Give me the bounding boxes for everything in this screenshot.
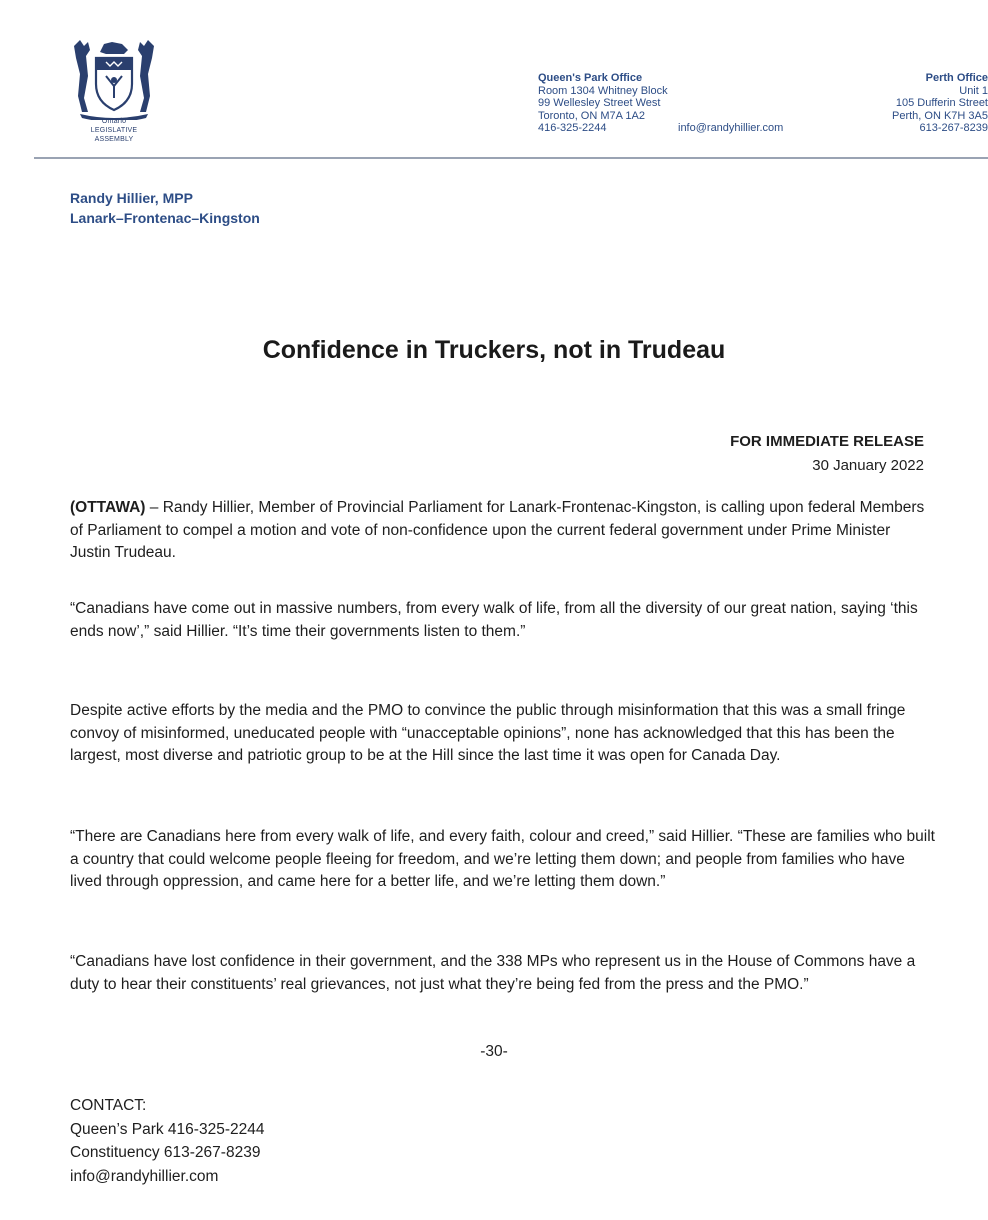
paragraph-3 <box>70 700 935 768</box>
coat-of-arms-icon <box>66 36 162 120</box>
queens-park-office-phone: 416-325-2244 <box>538 122 607 134</box>
author-name: Randy Hillier, MPP <box>70 190 193 206</box>
paragraph-2-text: “Canadians have come out in massive numbers, from every walk of life, from all the diversity of our great nation, saying ‘this ends now’,” said Hillier. “It’s time their governments listen to them.” <box>70 600 918 640</box>
queens-park-office-line2: 99 Wellesley Street West <box>538 97 661 109</box>
letterhead-email: info@randyhillier.com <box>678 122 784 134</box>
paragraph-4 <box>70 826 935 894</box>
paragraph-5-text: “Canadians have lost confidence in their government, and the 338 MPs who represent us in the House of Commons have a duty to hear their constituents’ real grievances, not just what they’re being fed from the press and the PMO.” <box>70 953 916 993</box>
paragraph-3-text: Despite active efforts by the media and the PMO to convince the public through misinformation that this was a small fringe convoy of misinformed, uneducated people with “unacceptable opinions”, none has acknowledged that this has been the largest, most diverse and patriotic group to be at the Hill since the last time it was open for Canada Day. <box>70 702 906 764</box>
queens-park-office-contact-row <box>538 122 784 135</box>
contact-email: info@randyhillier.com <box>70 1167 219 1185</box>
paragraph-1-text: – Randy Hillier, Member of Provincial Parliament for Lanark-Frontenac-Kingston, is calling upon federal Members of Parliament to compel a motion and vote of non-confidence upon the current federal government under Prime Minister Justin Trudeau. <box>70 499 925 561</box>
contact-label: CONTACT: <box>70 1097 147 1114</box>
contact-block <box>70 1094 264 1188</box>
contact-queens-park: Queen’s Park 416-325-2244 <box>70 1120 265 1138</box>
perth-office-line1: Unit 1 <box>959 84 988 97</box>
author-riding: Lanark–Frontenac–Kingston <box>70 210 260 226</box>
contact-constituency: Constituency 613-267-8239 <box>70 1144 261 1161</box>
logo-text-ontario: Ontario <box>101 118 127 125</box>
perth-office-line2: 105 Dufferin Street <box>895 97 988 109</box>
logo-text-assembly: ASSEMBLY <box>94 136 134 143</box>
ontario-legislative-assembly-logo <box>66 36 162 152</box>
paragraph-4-text: “There are Canadians here from every walk of life, and every faith, colour and creed,” said Hillier. “These are families who built a country that could welcome people fleeing for freedom, and we’re letting them down; and people from families who have lived through oppression, and came here for a better life, and we’re letting them down.” <box>70 828 935 890</box>
author-block <box>70 188 260 228</box>
queens-park-office-address <box>538 72 784 135</box>
release-label: FOR IMMEDIATE RELEASE <box>730 433 924 450</box>
queens-park-office-line3: Toronto, ON M7A 1A2 <box>538 109 645 122</box>
paragraph-1 <box>70 497 935 565</box>
release-info <box>730 430 924 478</box>
letterhead-divider <box>34 157 988 159</box>
queens-park-office-heading: Queen's Park Office <box>538 72 643 84</box>
dateline: (OTTAWA) <box>70 499 146 516</box>
perth-office-phone: 613-267-8239 <box>919 122 988 134</box>
document-title: Confidence in Truckers, not in Trudeau <box>262 336 726 364</box>
perth-office-heading: Perth Office <box>925 72 988 84</box>
paragraph-5 <box>70 951 935 996</box>
logo-text-legislative: LEGISLATIVE <box>90 127 138 134</box>
end-mark: -30- <box>480 1043 508 1060</box>
perth-office-line3: Perth, ON K7H 3A5 <box>892 109 988 122</box>
paragraph-2 <box>70 598 935 643</box>
queens-park-office-line1: Room 1304 Whitney Block <box>538 84 668 97</box>
release-date: 30 January 2022 <box>812 457 924 474</box>
perth-office-address <box>828 72 988 135</box>
